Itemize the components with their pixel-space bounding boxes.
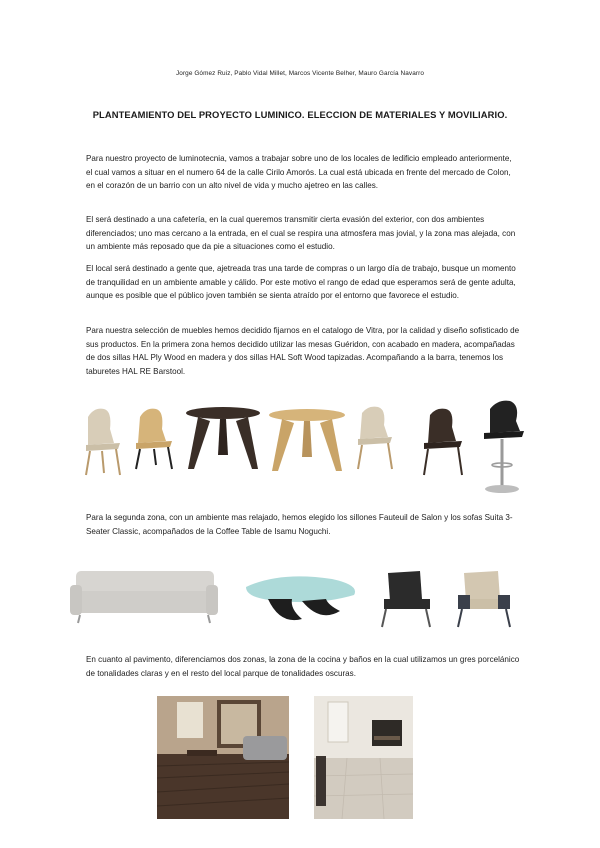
hal-ply-chair-image [136,409,172,469]
zone-two-furniture-image [70,565,530,635]
paragraph-audience: El local será destinado a gente que, ajetreada tras una tarde de compras o un largo día de trabajo, busque un momento de tranquilidad en un ambiente amable y cálido. Por este motivo el rango de edad que esperamos será de gente adulta, aunque es posible que el público joven también se sienta atraído por el entorno que favorece el estudio. [86,264,516,301]
page-title: PLANTEAMIENTO DEL PROYECTO LUMINICO. ELECCION DE MATERIALES Y MOVILIARIO. [92,109,508,120]
paragraph-zone-one-furniture: Para nuestra selección de muebles hemos decidido fijarnos en el catalogo de Vitra, por la calidad y diseño sofisticado de sus productos. En la primera zona hemos decidido utilizar las mesas Guéridon, con acabado en madera, acompañadas de dos sillas HAL Ply Wood en madera y dos sillas HAL Soft Wood tapizadas. Acompañando a la barra, tenemos los taburetes HAL RE Barstool. [86,326,520,376]
hal-chair-dark-image [424,409,462,475]
hal-soft-chair-image [86,409,120,475]
zone-one-furniture-image [80,395,528,500]
gueridon-table-dark-image [186,407,260,469]
fauteuil-de-salon-beige-image [458,571,510,627]
gueridon-table-light-image [269,409,345,471]
fauteuil-de-salon-black-image [382,571,430,627]
noguchi-coffee-table-image [246,576,355,620]
authors-line: Jorge Gómez Ruiz, Pablo Vidal Millet, Marcos Vicente Belher, Mauro García Navarro [176,70,424,77]
suita-sofa-image [70,571,218,623]
paragraph-flooring: En cuanto al pavimento, diferenciamos dos zonas, la zona de la cocina y baños en la cual utilizamos un gres porcelánico de tonalidades claras y en el resto del local parque de tonalidades oscuras. [86,655,520,678]
hal-barstool-image [484,401,524,493]
hal-soft-chair-2-image [358,407,392,469]
paragraph-zone-two-furniture: Para la segunda zona, con un ambiente mas relajado, hemos elegido los sillones Fauteuil de Salon y los sofas Suita 3-Seater Classic, acompañados de la Coffee Table de Isamu Noguchi. [86,513,513,536]
paragraph-concept: El será destinado a una cafetería, en la cual queremos transmitir cierta evasión del exterior, con dos ambientes diferenciados; uno mas cercano a la entrada, en el cual se respira una atmosfera mas jovial, y la zona mas alejada, con un ambiente más reposado que da pie a situaciones como el estudio. [86,215,516,252]
paragraph-intro: Para nuestro proyecto de luminotecnia, vamos a trabajar sobre uno de los locales de ledificio empleado anteriormente, el cual vamos a situar en el numero 64 de la calle Cirilo Amorós. La cual está ubicada en frente del mercado de Colon, en el corazón de un barrio con un alto nivel de vida y mucho ajetreo en las calles. [86,154,512,191]
dark-parquet-floor-photo [157,696,289,819]
light-porcelain-floor-photo [314,696,413,819]
